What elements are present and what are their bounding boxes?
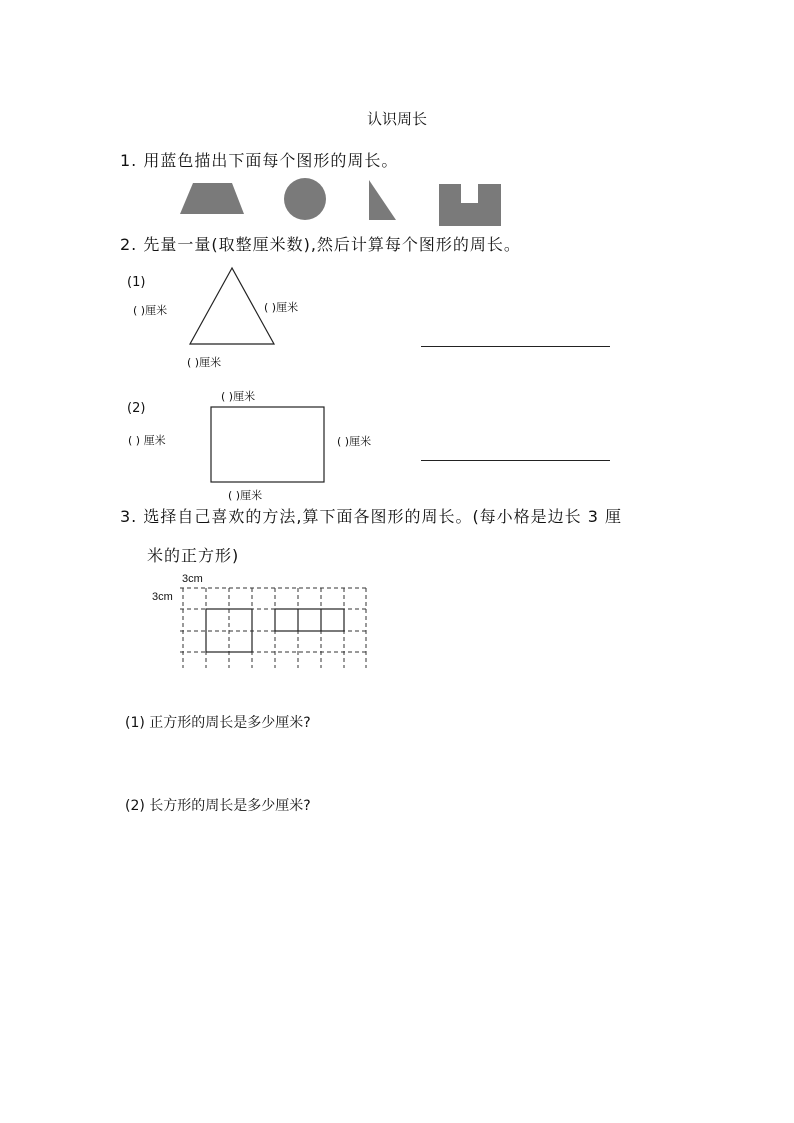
u-shape xyxy=(439,184,501,226)
rectangle-right-side-blank: ( )厘米 xyxy=(337,435,372,448)
grid-top-label: 3cm xyxy=(182,573,203,585)
question-1-shapes xyxy=(0,176,794,236)
rectangle-left-side-blank: ( ) 厘米 xyxy=(128,434,166,447)
grid-left-label: 3cm xyxy=(152,591,173,603)
rectangle-bottom-side-blank: ( )厘米 xyxy=(228,489,263,502)
rectangle-figure xyxy=(0,400,794,500)
question-2-text: 2. 先量一量(取整厘米数),然后计算每个图形的周长。 xyxy=(120,235,521,254)
triangle-left-side-blank: ( )厘米 xyxy=(133,304,168,317)
dashed-grid xyxy=(0,580,794,680)
question-3-sub-2: (2) 长方形的周长是多少厘米? xyxy=(125,798,311,814)
part-1-label: (1) xyxy=(127,275,146,290)
question-3-text-line-2: 米的正方形) xyxy=(147,546,240,565)
trapezoid-shape xyxy=(180,183,244,214)
question-3-sub-1: (1) 正方形的周长是多少厘米? xyxy=(125,715,311,731)
answer-line-1[interactable] xyxy=(421,346,610,347)
triangle-figure xyxy=(0,260,794,360)
grid-rectangle-shape xyxy=(275,609,344,631)
question-3-text-line-1: 3. 选择自己喜欢的方法,算下面各图形的周长。(每小格是边长 3 厘 xyxy=(120,507,623,526)
right-triangle-shape xyxy=(369,180,396,220)
answer-line-2[interactable] xyxy=(421,460,610,461)
part-2-label: (2) xyxy=(127,401,146,416)
rectangle-top-side-blank: ( )厘米 xyxy=(221,390,256,403)
question-1-text: 1. 用蓝色描出下面每个图形的周长。 xyxy=(120,151,399,170)
triangle-bottom-side-blank: ( )厘米 xyxy=(187,356,222,369)
page-title: 认识周长 xyxy=(366,110,427,128)
circle-shape xyxy=(284,178,326,220)
triangle-right-side-blank: ( )厘米 xyxy=(264,301,299,314)
